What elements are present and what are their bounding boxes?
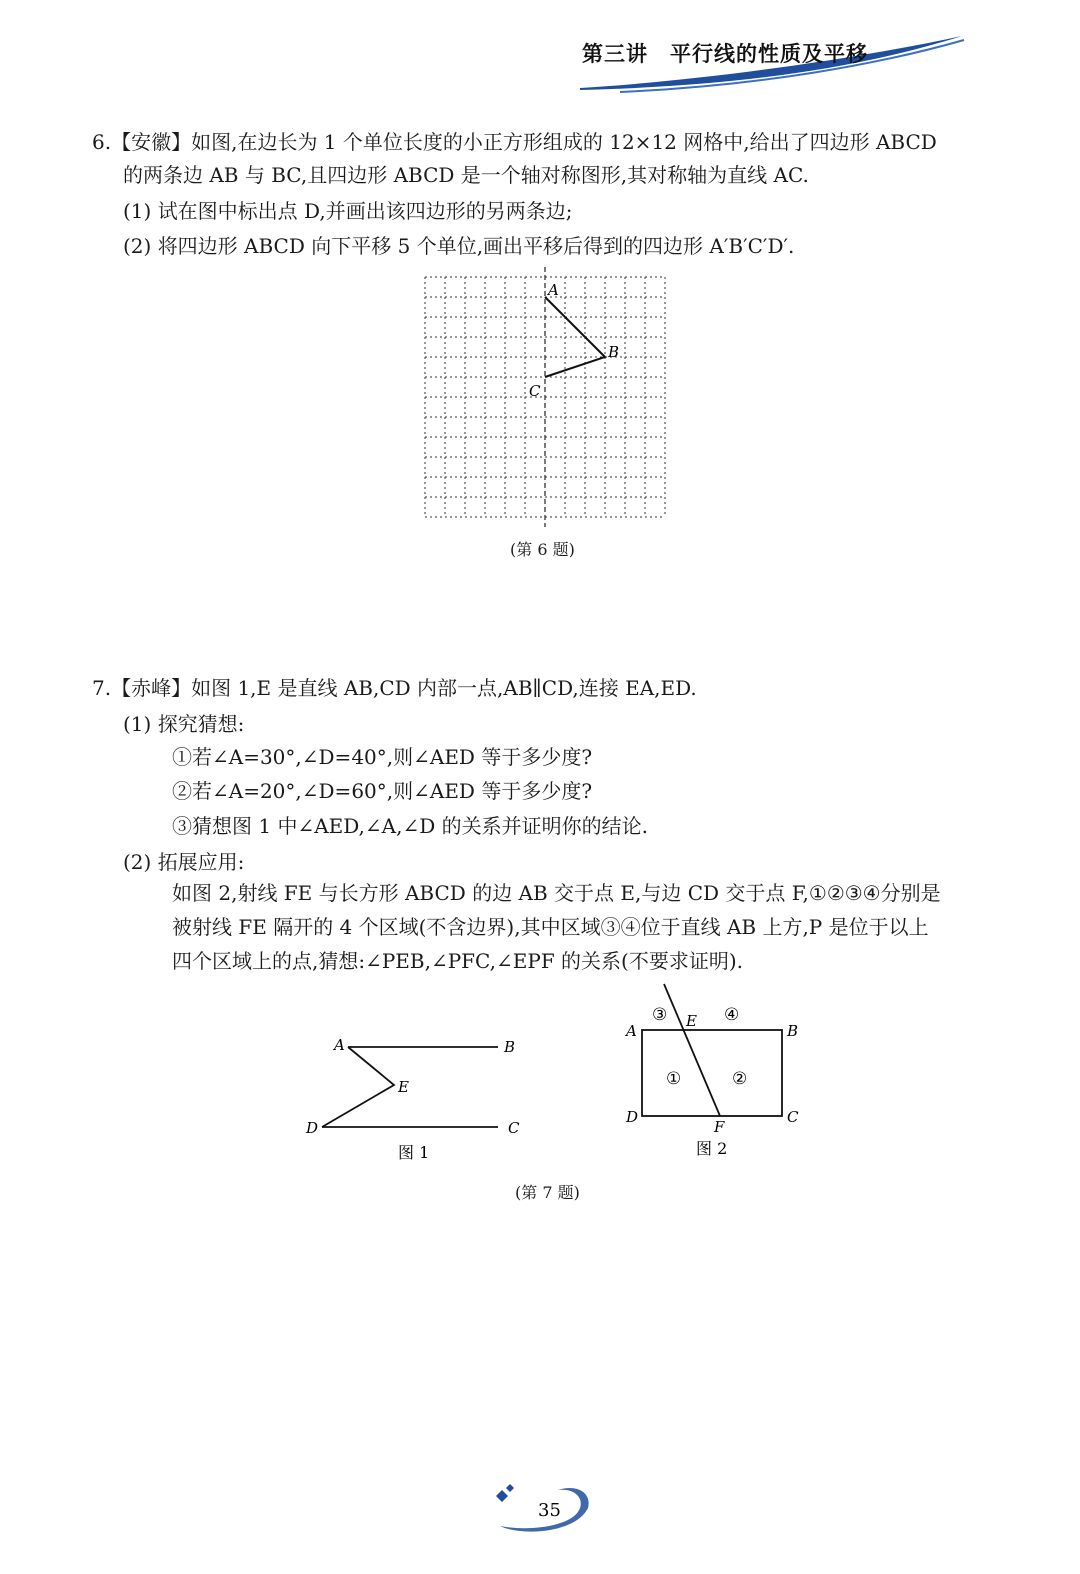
q7-para-3: 四个区域上的点,猜想:∠PEB,∠PFC,∠EPF 的关系(不要求证明). (172, 949, 744, 973)
q6-grid-svg (415, 265, 675, 535)
page-number: 35 (538, 1500, 561, 1521)
fig2-label-b: B (787, 1022, 799, 1040)
fig2-label-a: A (626, 1022, 637, 1040)
q6-sub-1: (1) 试在图中标出点 D,并画出该四边形的另两条边; (123, 199, 573, 223)
header-title: 第三讲 平行线的性质及平移 (582, 42, 868, 66)
q7-fig1-svg (300, 1030, 530, 1165)
q7-fig2-svg (620, 980, 810, 1165)
q7-item-2: ②若∠A=20°,∠D=60°,则∠AED 等于多少度? (172, 779, 593, 803)
fig2-caption: 图 2 (696, 1139, 728, 1158)
q7-part-2: (2) 拓展应用: (123, 850, 245, 874)
fig2-region-2: ② (732, 1069, 748, 1089)
q7-para-2: 被射线 FE 隔开的 4 个区域(不含边界),其中区域③④位于直线 AB 上方,P 是位于以上 (172, 915, 929, 939)
fig2-region-1: ① (666, 1069, 682, 1089)
fig2-rectangle (642, 1030, 782, 1116)
footer-swirl-icon (480, 1478, 600, 1538)
q6-label-a: A (548, 281, 559, 299)
q6-figure (415, 265, 675, 535)
fig2-ray-fe (664, 984, 720, 1116)
fig1-label-e: E (398, 1078, 409, 1096)
q7-line-1: 7.【赤峰】如图 1,E 是直线 AB,CD 内部一点,AB∥CD,连接 EA,ED. (92, 676, 697, 700)
q6-line-2: 的两条边 AB 与 BC,且四边形 ABCD 是一个轴对称图形,其对称轴为直线 AC. (123, 163, 809, 187)
q6-caption: (第 6 题) (510, 540, 575, 559)
fig2-region-3: ③ (652, 1005, 668, 1025)
q6-label-c: C (529, 382, 541, 400)
fig2-label-f: F (714, 1118, 725, 1136)
q7-caption: (第 7 题) (515, 1183, 580, 1202)
q6-line-1: 6.【安徽】如图,在边长为 1 个单位长度的小正方形组成的 12×12 网格中,给出了四边形 ABCD (92, 130, 937, 154)
fig2-region-4: ④ (724, 1005, 740, 1025)
fig1-label-d: D (306, 1119, 319, 1137)
q7-para-1: 如图 2,射线 FE 与长方形 ABCD 的边 AB 交于点 E,与边 CD 交于点 F,①②③④分别是 (172, 881, 941, 905)
fig2-label-e: E (686, 1012, 697, 1030)
fig1-ea-ed (322, 1047, 394, 1127)
q6-sub-2: (2) 将四边形 ABCD 向下平移 5 个单位,画出平移后得到的四边形 A′B′C′D′. (123, 234, 795, 258)
footer-ornament (480, 1478, 600, 1538)
fig2-label-c: C (787, 1108, 799, 1126)
q7-figure-2 (620, 980, 810, 1165)
q7-item-1: ①若∠A=30°,∠D=40°,则∠AED 等于多少度? (172, 745, 593, 769)
q7-part-1: (1) 探究猜想: (123, 712, 245, 736)
q7-figure-1 (300, 1030, 530, 1165)
q7-item-3: ③猜想图 1 中∠AED,∠A,∠D 的关系并证明你的结论. (172, 814, 648, 838)
fig1-caption: 图 1 (398, 1143, 430, 1162)
fig2-label-d: D (626, 1108, 639, 1126)
q6-label-b: B (608, 343, 620, 361)
fig1-label-c: C (508, 1119, 520, 1137)
fig1-label-a: A (334, 1036, 345, 1054)
fig1-label-b: B (504, 1038, 516, 1056)
